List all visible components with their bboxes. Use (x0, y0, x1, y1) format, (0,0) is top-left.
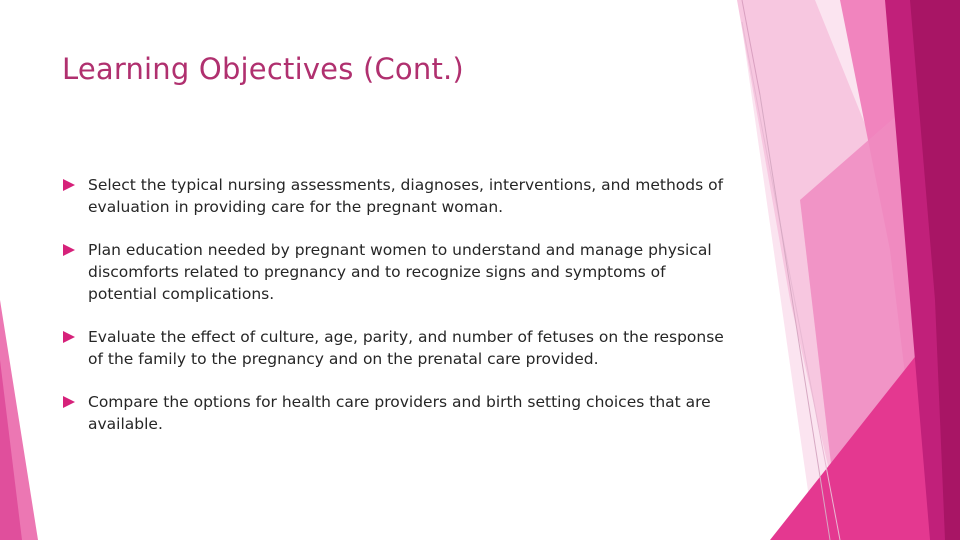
bullet-text: Evaluate the effect of culture, age, parity, and number of fetuses on the response of the family to the pregnancy and on the prenatal care provided. (88, 328, 724, 368)
slide-title: Learning Objectives (Cont.) (62, 52, 464, 86)
bullet-text: Select the typical nursing assessments, diagnoses, interventions, and methods of evaluation in providing care for the pregnant woman. (88, 176, 724, 216)
triangle-bullet-icon (62, 243, 76, 257)
triangle-bullet-icon (62, 395, 76, 409)
list-item (62, 326, 732, 370)
triangle-bullet-icon (62, 330, 76, 344)
bullet-text: Compare the options for health care providers and birth setting choices that are available. (88, 393, 711, 433)
list-item (62, 174, 732, 218)
objectives-list (62, 174, 732, 456)
list-item (62, 391, 732, 435)
triangle-bullet-icon (62, 178, 76, 192)
list-item (62, 239, 732, 305)
bullet-text: Plan education needed by pregnant women to understand and manage physical discomforts related to pregnancy and to recognize signs and symptoms of potential complications. (88, 241, 712, 303)
